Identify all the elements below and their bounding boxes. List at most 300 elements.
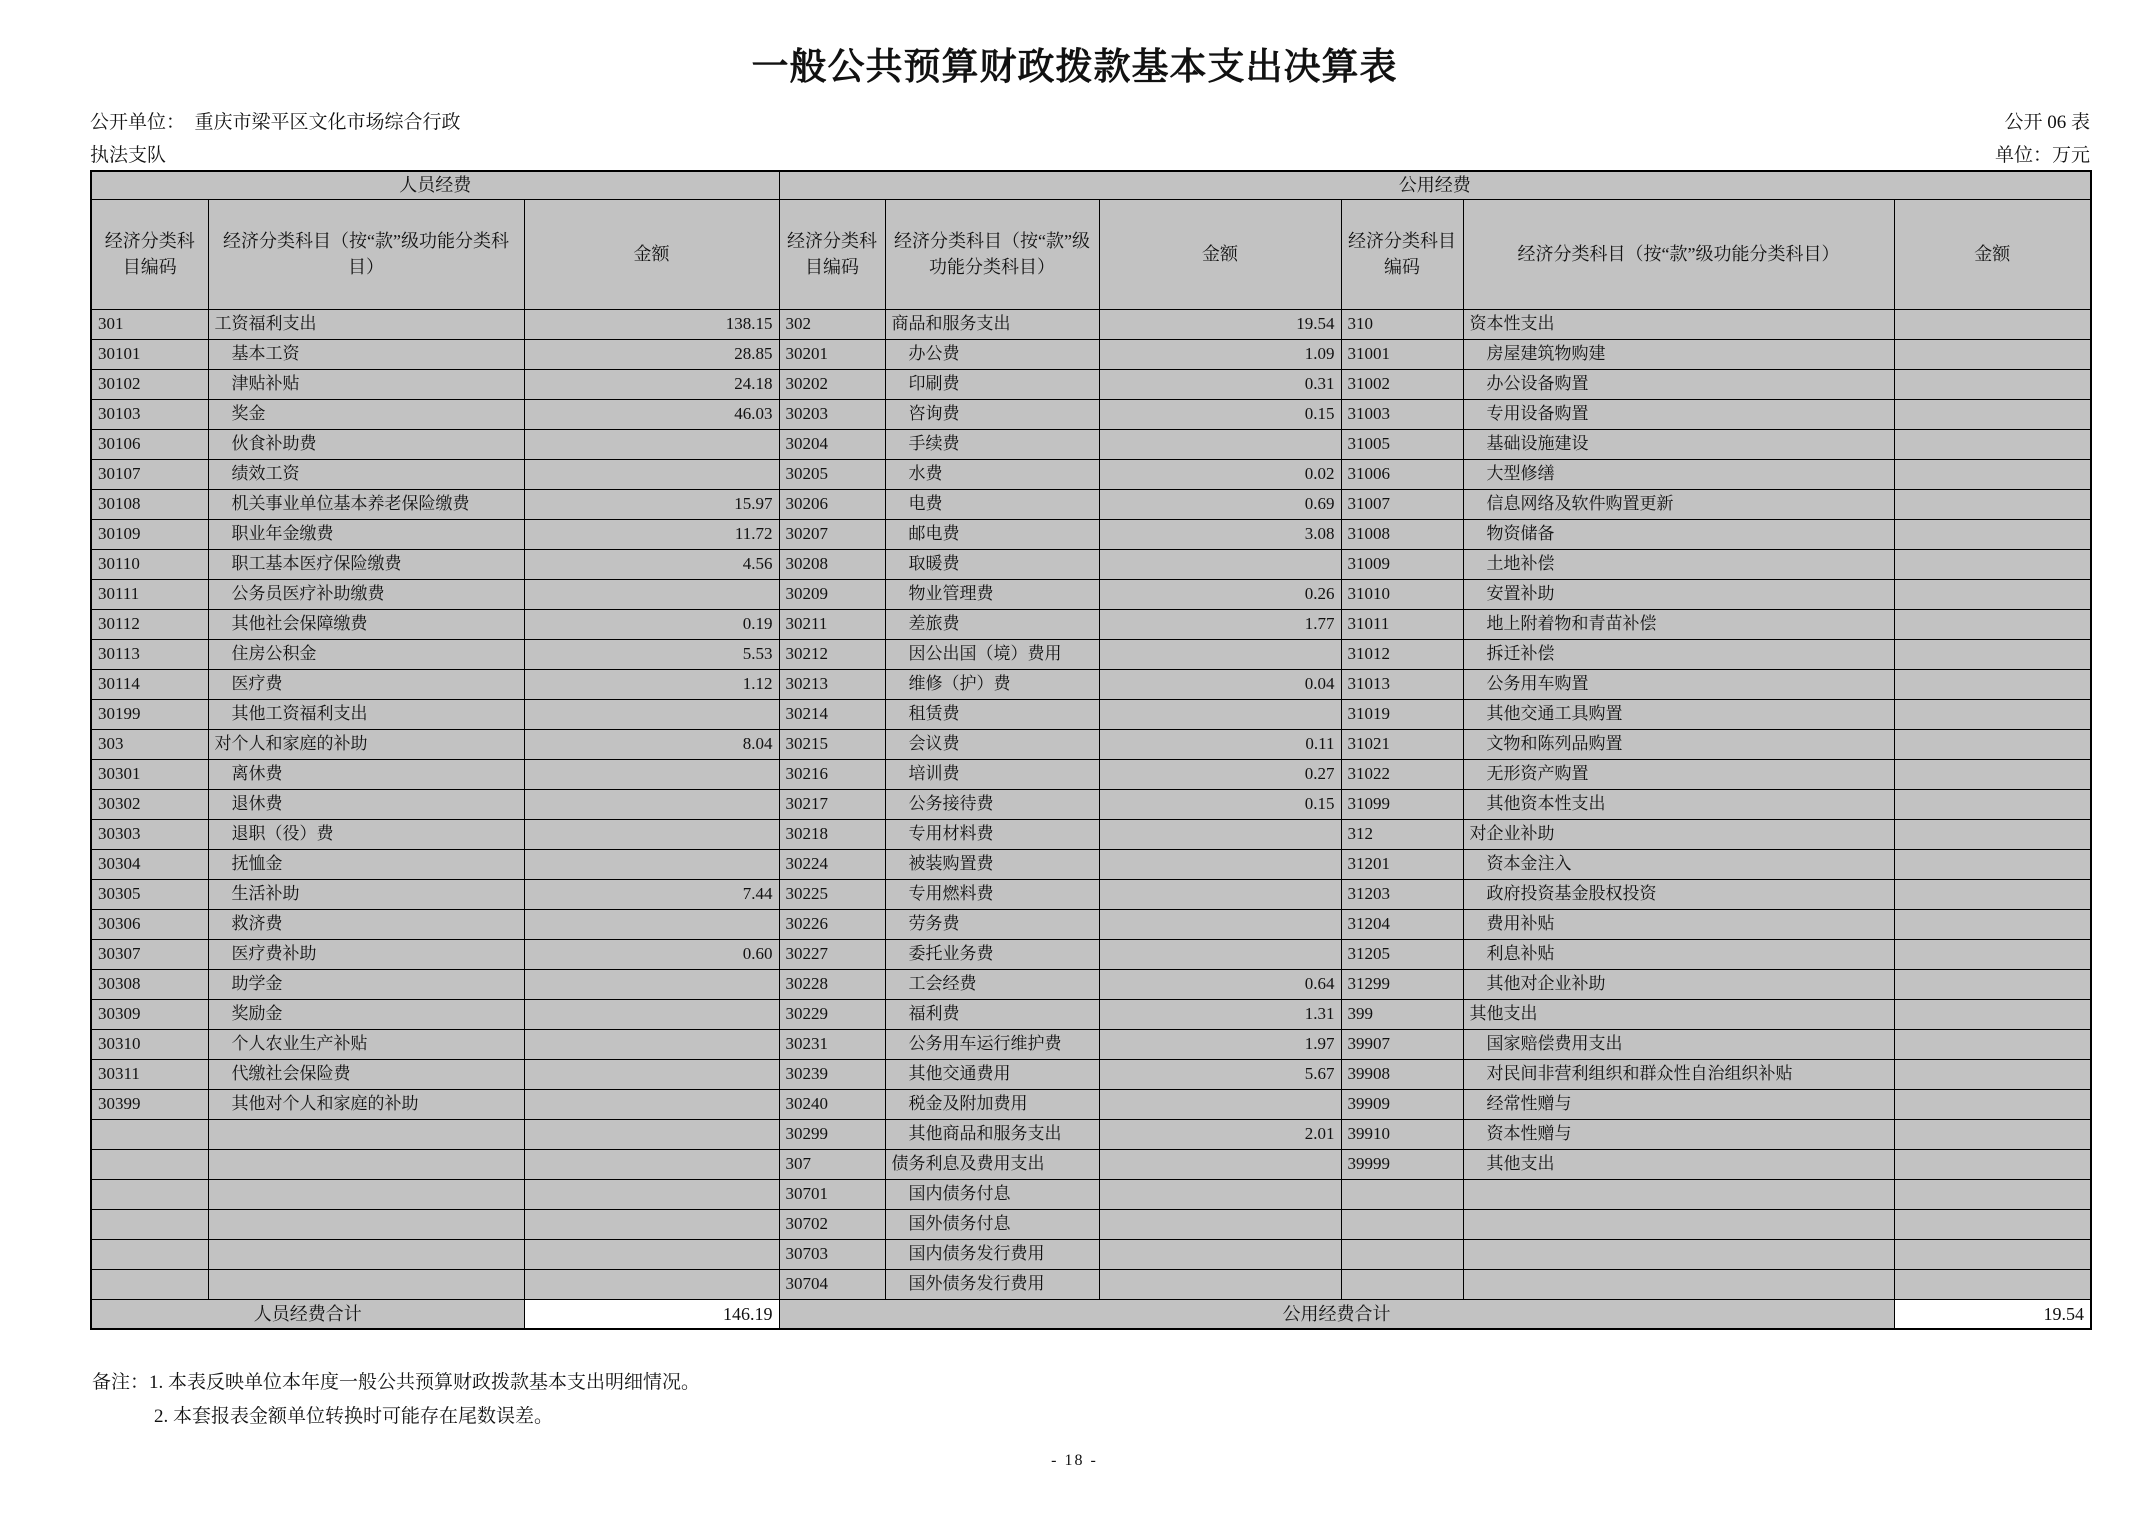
- subject-cell: [1463, 1209, 1894, 1239]
- subject-cell: 咨询费: [885, 399, 1099, 429]
- subject-cell: 救济费: [208, 909, 524, 939]
- subject-cell: 退休费: [208, 789, 524, 819]
- code-cell: 30202: [779, 369, 885, 399]
- subject-cell: [1463, 1179, 1894, 1209]
- amount-cell: [1894, 819, 2091, 849]
- code-cell: [91, 1149, 208, 1179]
- amount-cell: [1894, 939, 2091, 969]
- subject-cell: 政府投资基金股权投资: [1463, 879, 1894, 909]
- amount-cell: [524, 759, 779, 789]
- table-row: [91, 759, 2091, 789]
- code-cell: [91, 1209, 208, 1239]
- code-cell: 30399: [91, 1089, 208, 1119]
- amount-cell: [524, 999, 779, 1029]
- amount-cell: 11.72: [524, 519, 779, 549]
- code-cell: 30207: [779, 519, 885, 549]
- code-cell: [1341, 1269, 1463, 1299]
- code-cell: [1341, 1209, 1463, 1239]
- code-cell: 39910: [1341, 1119, 1463, 1149]
- amount-cell: [1099, 879, 1341, 909]
- code-cell: 30301: [91, 759, 208, 789]
- code-cell: 31203: [1341, 879, 1463, 909]
- subject-cell: 国家赔偿费用支出: [1463, 1029, 1894, 1059]
- table-row: [91, 699, 2091, 729]
- code-cell: 30199: [91, 699, 208, 729]
- amount-cell: [1894, 1059, 2091, 1089]
- amount-cell: [1099, 1089, 1341, 1119]
- amount-cell: [1894, 1209, 2091, 1239]
- code-cell: 302: [779, 309, 885, 339]
- subject-cell: 费用补贴: [1463, 909, 1894, 939]
- footnotes: [92, 1366, 700, 1434]
- subject-cell: 信息网络及软件购置更新: [1463, 489, 1894, 519]
- amount-cell: 3.08: [1099, 519, 1341, 549]
- amount-cell: [1099, 939, 1341, 969]
- amount-cell: 138.15: [524, 309, 779, 339]
- subject-cell: 医疗费补助: [208, 939, 524, 969]
- table-row: [91, 579, 2091, 609]
- table-row: [91, 429, 2091, 459]
- subject-cell: 电费: [885, 489, 1099, 519]
- amount-cell: 4.56: [524, 549, 779, 579]
- code-cell: 307: [779, 1149, 885, 1179]
- subject-cell: 维修（护）费: [885, 669, 1099, 699]
- subject-cell: 专用燃料费: [885, 879, 1099, 909]
- code-cell: 31099: [1341, 789, 1463, 819]
- subject-cell: 大型修缮: [1463, 459, 1894, 489]
- amount-cell: [1099, 1239, 1341, 1269]
- code-cell: 30224: [779, 849, 885, 879]
- code-cell: 30114: [91, 669, 208, 699]
- table-row: [91, 669, 2091, 699]
- subject-cell: 资本性赠与: [1463, 1119, 1894, 1149]
- amount-cell: [524, 1089, 779, 1119]
- code-cell: 31021: [1341, 729, 1463, 759]
- amount-cell: [1099, 549, 1341, 579]
- table-row: [91, 1239, 2091, 1269]
- subject-cell: 其他商品和服务支出: [885, 1119, 1099, 1149]
- code-cell: 312: [1341, 819, 1463, 849]
- amount-cell: [1099, 429, 1341, 459]
- code-cell: 31022: [1341, 759, 1463, 789]
- code-cell: 30227: [779, 939, 885, 969]
- table-row: [91, 549, 2091, 579]
- subject-cell: 劳务费: [885, 909, 1099, 939]
- amount-cell: 2.01: [1099, 1119, 1341, 1149]
- code-cell: 310: [1341, 309, 1463, 339]
- publishing-unit: [90, 106, 461, 172]
- code-cell: 30308: [91, 969, 208, 999]
- amount-cell: [524, 819, 779, 849]
- subject-cell: 退职（役）费: [208, 819, 524, 849]
- subject-cell: 奖金: [208, 399, 524, 429]
- subject-cell: [208, 1209, 524, 1239]
- code-cell: 31008: [1341, 519, 1463, 549]
- subject-cell: 取暖费: [885, 549, 1099, 579]
- table-row: [91, 1029, 2091, 1059]
- table-row: [91, 819, 2091, 849]
- subject-cell: 其他社会保障缴费: [208, 609, 524, 639]
- subject-cell: 离休费: [208, 759, 524, 789]
- subject-cell: 无形资产购置: [1463, 759, 1894, 789]
- amount-cell: [524, 1179, 779, 1209]
- code-cell: 30311: [91, 1059, 208, 1089]
- code-cell: 31204: [1341, 909, 1463, 939]
- subject-cell: 水费: [885, 459, 1099, 489]
- amount-cell: [1894, 1239, 2091, 1269]
- amount-cell: [1894, 1089, 2091, 1119]
- amount-cell: [524, 1059, 779, 1089]
- code-cell: 30113: [91, 639, 208, 669]
- subject-cell: [208, 1119, 524, 1149]
- code-cell: 30209: [779, 579, 885, 609]
- amount-cell: [524, 429, 779, 459]
- publishing-unit-line1: 公开单位： 重庆市梁平区文化市场综合行政: [90, 112, 461, 133]
- subject-cell: 其他资本性支出: [1463, 789, 1894, 819]
- table-row: [91, 309, 2091, 339]
- table-row: [91, 1269, 2091, 1299]
- code-cell: 31013: [1341, 669, 1463, 699]
- subject-cell: 职工基本医疗保险缴费: [208, 549, 524, 579]
- code-cell: 31002: [1341, 369, 1463, 399]
- table-row: [91, 1179, 2091, 1209]
- subject-cell: 拆迁补偿: [1463, 639, 1894, 669]
- amount-cell: [1894, 1269, 2091, 1299]
- subject-cell: 职业年金缴费: [208, 519, 524, 549]
- amount-cell: [1099, 819, 1341, 849]
- subject-cell: 国外债务发行费用: [885, 1269, 1099, 1299]
- code-cell: 31007: [1341, 489, 1463, 519]
- amount-cell: 7.44: [524, 879, 779, 909]
- subject-cell: 其他工资福利支出: [208, 699, 524, 729]
- amount-cell: [1099, 699, 1341, 729]
- table-body: [91, 309, 2091, 1299]
- table-row: [91, 1119, 2091, 1149]
- amount-cell: [1894, 1029, 2091, 1059]
- amount-cell: [1894, 729, 2091, 759]
- subject-cell: 工资福利支出: [208, 309, 524, 339]
- code-cell: 30112: [91, 609, 208, 639]
- code-cell: 30109: [91, 519, 208, 549]
- amount-cell: [1894, 369, 2091, 399]
- subject-cell: 其他交通费用: [885, 1059, 1099, 1089]
- amount-cell: 1.12: [524, 669, 779, 699]
- amount-cell: [1099, 639, 1341, 669]
- code-cell: 30213: [779, 669, 885, 699]
- amount-cell: 24.18: [524, 369, 779, 399]
- amount-cell: [1099, 1179, 1341, 1209]
- amount-cell: [1894, 759, 2091, 789]
- code-cell: 30216: [779, 759, 885, 789]
- table-row: [91, 879, 2091, 909]
- column-header: 经济分类科目编码: [779, 199, 885, 309]
- subject-cell: 文物和陈列品购置: [1463, 729, 1894, 759]
- column-header: 经济分类科目（按“款”级功能分类科目）: [885, 199, 1099, 309]
- amount-cell: [1099, 1149, 1341, 1179]
- code-cell: 30702: [779, 1209, 885, 1239]
- amount-cell: [524, 789, 779, 819]
- public-total-value: 19.54: [1894, 1299, 2091, 1329]
- table-row: [91, 489, 2091, 519]
- amount-cell: [1894, 459, 2091, 489]
- table-number: 公开 06 表: [2004, 112, 2090, 133]
- code-cell: 30107: [91, 459, 208, 489]
- amount-cell: [524, 1119, 779, 1149]
- amount-cell: [524, 579, 779, 609]
- amount-cell: [1894, 669, 2091, 699]
- amount-cell: 0.02: [1099, 459, 1341, 489]
- code-cell: 30303: [91, 819, 208, 849]
- amount-cell: [524, 1029, 779, 1059]
- subject-cell: 公务用车购置: [1463, 669, 1894, 699]
- amount-cell: [524, 1149, 779, 1179]
- subject-cell: 国内债务付息: [885, 1179, 1099, 1209]
- subject-cell: 物业管理费: [885, 579, 1099, 609]
- code-cell: 30299: [779, 1119, 885, 1149]
- amount-cell: [1894, 579, 2091, 609]
- subject-cell: 基础设施建设: [1463, 429, 1894, 459]
- column-header-row: [91, 199, 2091, 309]
- subject-cell: 专用设备购置: [1463, 399, 1894, 429]
- amount-cell: [1894, 909, 2091, 939]
- table-meta: [1995, 106, 2090, 172]
- amount-cell: [524, 459, 779, 489]
- amount-cell: 1.97: [1099, 1029, 1341, 1059]
- table-row: [91, 969, 2091, 999]
- subject-cell: 税金及附加费用: [885, 1089, 1099, 1119]
- subject-cell: 会议费: [885, 729, 1099, 759]
- amount-cell: 46.03: [524, 399, 779, 429]
- amount-cell: [524, 909, 779, 939]
- code-cell: 31006: [1341, 459, 1463, 489]
- subject-cell: 基本工资: [208, 339, 524, 369]
- code-cell: 30103: [91, 399, 208, 429]
- amount-cell: [1894, 969, 2091, 999]
- subject-cell: 医疗费: [208, 669, 524, 699]
- amount-cell: 0.15: [1099, 789, 1341, 819]
- code-cell: 30240: [779, 1089, 885, 1119]
- code-cell: [1341, 1239, 1463, 1269]
- amount-cell: [1894, 639, 2091, 669]
- subject-cell: 债务利息及费用支出: [885, 1149, 1099, 1179]
- amount-cell: 0.27: [1099, 759, 1341, 789]
- subject-cell: 房屋建筑物购建: [1463, 339, 1894, 369]
- subject-cell: [1463, 1269, 1894, 1299]
- personnel-total-value: 146.19: [524, 1299, 779, 1329]
- subject-cell: 安置补助: [1463, 579, 1894, 609]
- subject-cell: 公务用车运行维护费: [885, 1029, 1099, 1059]
- amount-cell: 15.97: [524, 489, 779, 519]
- amount-cell: [524, 699, 779, 729]
- code-cell: 30102: [91, 369, 208, 399]
- subject-cell: 对民间非营利组织和群众性自治组织补贴: [1463, 1059, 1894, 1089]
- subject-cell: 对企业补助: [1463, 819, 1894, 849]
- code-cell: 30306: [91, 909, 208, 939]
- subject-cell: 经常性赠与: [1463, 1089, 1894, 1119]
- amount-cell: [1894, 549, 2091, 579]
- code-cell: 30205: [779, 459, 885, 489]
- amount-cell: 0.26: [1099, 579, 1341, 609]
- table-row: [91, 459, 2091, 489]
- column-header: 金额: [1099, 199, 1341, 309]
- amount-cell: [1099, 849, 1341, 879]
- amount-cell: [1099, 1209, 1341, 1239]
- subject-cell: 住房公积金: [208, 639, 524, 669]
- code-cell: 30208: [779, 549, 885, 579]
- code-cell: 31001: [1341, 339, 1463, 369]
- subject-cell: 土地补偿: [1463, 549, 1894, 579]
- subject-cell: 专用材料费: [885, 819, 1099, 849]
- amount-cell: [1894, 1179, 2091, 1209]
- code-cell: 31205: [1341, 939, 1463, 969]
- code-cell: 30239: [779, 1059, 885, 1089]
- amount-cell: 1.09: [1099, 339, 1341, 369]
- subject-cell: 生活补助: [208, 879, 524, 909]
- table-row: [91, 369, 2091, 399]
- column-header: 金额: [524, 199, 779, 309]
- code-cell: 39907: [1341, 1029, 1463, 1059]
- subject-cell: 被装购置费: [885, 849, 1099, 879]
- amount-cell: [1894, 999, 2091, 1029]
- subject-cell: 对个人和家庭的补助: [208, 729, 524, 759]
- table-row: [91, 399, 2091, 429]
- column-header: 经济分类科目（按“款”级功能分类科目）: [1463, 199, 1894, 309]
- amount-cell: 0.69: [1099, 489, 1341, 519]
- subject-cell: 福利费: [885, 999, 1099, 1029]
- subject-cell: 工会经费: [885, 969, 1099, 999]
- code-cell: 39999: [1341, 1149, 1463, 1179]
- code-cell: [91, 1119, 208, 1149]
- amount-cell: 8.04: [524, 729, 779, 759]
- amount-cell: [524, 1209, 779, 1239]
- code-cell: [91, 1179, 208, 1209]
- code-cell: [91, 1239, 208, 1269]
- amount-cell: [524, 1239, 779, 1269]
- total-row: [91, 1299, 2091, 1329]
- footnote-2: 2. 本套报表金额单位转换时可能存在尾数误差。: [154, 1406, 554, 1427]
- amount-cell: 5.67: [1099, 1059, 1341, 1089]
- subject-cell: 其他对企业补助: [1463, 969, 1894, 999]
- table-container: [90, 170, 2092, 1330]
- code-cell: 30203: [779, 399, 885, 429]
- code-cell: 30217: [779, 789, 885, 819]
- amount-cell: [1894, 849, 2091, 879]
- column-header: 经济分类科目（按“款”级功能分类科目）: [208, 199, 524, 309]
- subject-cell: 其他支出: [1463, 999, 1894, 1029]
- subject-cell: 印刷费: [885, 369, 1099, 399]
- code-cell: 30229: [779, 999, 885, 1029]
- code-cell: 31009: [1341, 549, 1463, 579]
- amount-cell: [1894, 399, 2091, 429]
- code-cell: 30310: [91, 1029, 208, 1059]
- amount-cell: 19.54: [1099, 309, 1341, 339]
- table-row: [91, 939, 2091, 969]
- subject-cell: 其他支出: [1463, 1149, 1894, 1179]
- table-row: [91, 999, 2091, 1029]
- amount-cell: [1099, 909, 1341, 939]
- meta-row: [90, 106, 2090, 172]
- subject-cell: 助学金: [208, 969, 524, 999]
- code-cell: 30305: [91, 879, 208, 909]
- amount-cell: 0.64: [1099, 969, 1341, 999]
- amount-cell: [1894, 1119, 2091, 1149]
- code-cell: 31011: [1341, 609, 1463, 639]
- subject-cell: 个人农业生产补贴: [208, 1029, 524, 1059]
- code-cell: 30206: [779, 489, 885, 519]
- amount-cell: 5.53: [524, 639, 779, 669]
- subject-cell: 利息补贴: [1463, 939, 1894, 969]
- code-cell: 31019: [1341, 699, 1463, 729]
- subject-cell: [208, 1149, 524, 1179]
- table-row: [91, 909, 2091, 939]
- code-cell: 31003: [1341, 399, 1463, 429]
- amount-cell: [524, 1269, 779, 1299]
- subject-cell: 办公设备购置: [1463, 369, 1894, 399]
- currency-unit: 单位：万元: [1994, 145, 2090, 166]
- amount-cell: [1894, 429, 2091, 459]
- personnel-total-label: 人员经费合计: [91, 1299, 524, 1329]
- amount-cell: 0.15: [1099, 399, 1341, 429]
- table-row: [91, 1059, 2091, 1089]
- code-cell: 30309: [91, 999, 208, 1029]
- code-cell: [1341, 1179, 1463, 1209]
- subject-cell: 手续费: [885, 429, 1099, 459]
- amount-cell: 0.19: [524, 609, 779, 639]
- amount-cell: 1.77: [1099, 609, 1341, 639]
- code-cell: 39908: [1341, 1059, 1463, 1089]
- footnote-1: 备注：1. 本表反映单位本年度一般公共预算财政拨款基本支出明细情况。: [92, 1372, 701, 1393]
- code-cell: 30106: [91, 429, 208, 459]
- code-cell: 30304: [91, 849, 208, 879]
- section-personnel-funds: 人员经费: [91, 171, 779, 199]
- table-row: [91, 789, 2091, 819]
- table-row: [91, 729, 2091, 759]
- subject-cell: 委托业务费: [885, 939, 1099, 969]
- code-cell: 31201: [1341, 849, 1463, 879]
- subject-cell: 邮电费: [885, 519, 1099, 549]
- code-cell: 30302: [91, 789, 208, 819]
- subject-cell: 代缴社会保险费: [208, 1059, 524, 1089]
- code-cell: 30108: [91, 489, 208, 519]
- table-row: [91, 339, 2091, 369]
- code-cell: 30201: [779, 339, 885, 369]
- amount-cell: [1894, 879, 2091, 909]
- subject-cell: 租赁费: [885, 699, 1099, 729]
- amount-cell: [524, 969, 779, 999]
- subject-cell: 津贴补贴: [208, 369, 524, 399]
- subject-cell: 资本性支出: [1463, 309, 1894, 339]
- subject-cell: 其他对个人和家庭的补助: [208, 1089, 524, 1119]
- amount-cell: 0.04: [1099, 669, 1341, 699]
- amount-cell: [1894, 489, 2091, 519]
- subject-cell: 奖励金: [208, 999, 524, 1029]
- subject-cell: 物资储备: [1463, 519, 1894, 549]
- amount-cell: [1894, 699, 2091, 729]
- amount-cell: 0.31: [1099, 369, 1341, 399]
- code-cell: 30110: [91, 549, 208, 579]
- subject-cell: [208, 1179, 524, 1209]
- code-cell: 31005: [1341, 429, 1463, 459]
- code-cell: 30101: [91, 339, 208, 369]
- table-row: [91, 1149, 2091, 1179]
- code-cell: 30225: [779, 879, 885, 909]
- page-title: 一般公共预算财政拨款基本支出决算表: [751, 47, 1398, 88]
- code-cell: 30307: [91, 939, 208, 969]
- code-cell: 31010: [1341, 579, 1463, 609]
- code-cell: 30228: [779, 969, 885, 999]
- subject-cell: 伙食补助费: [208, 429, 524, 459]
- amount-cell: 28.85: [524, 339, 779, 369]
